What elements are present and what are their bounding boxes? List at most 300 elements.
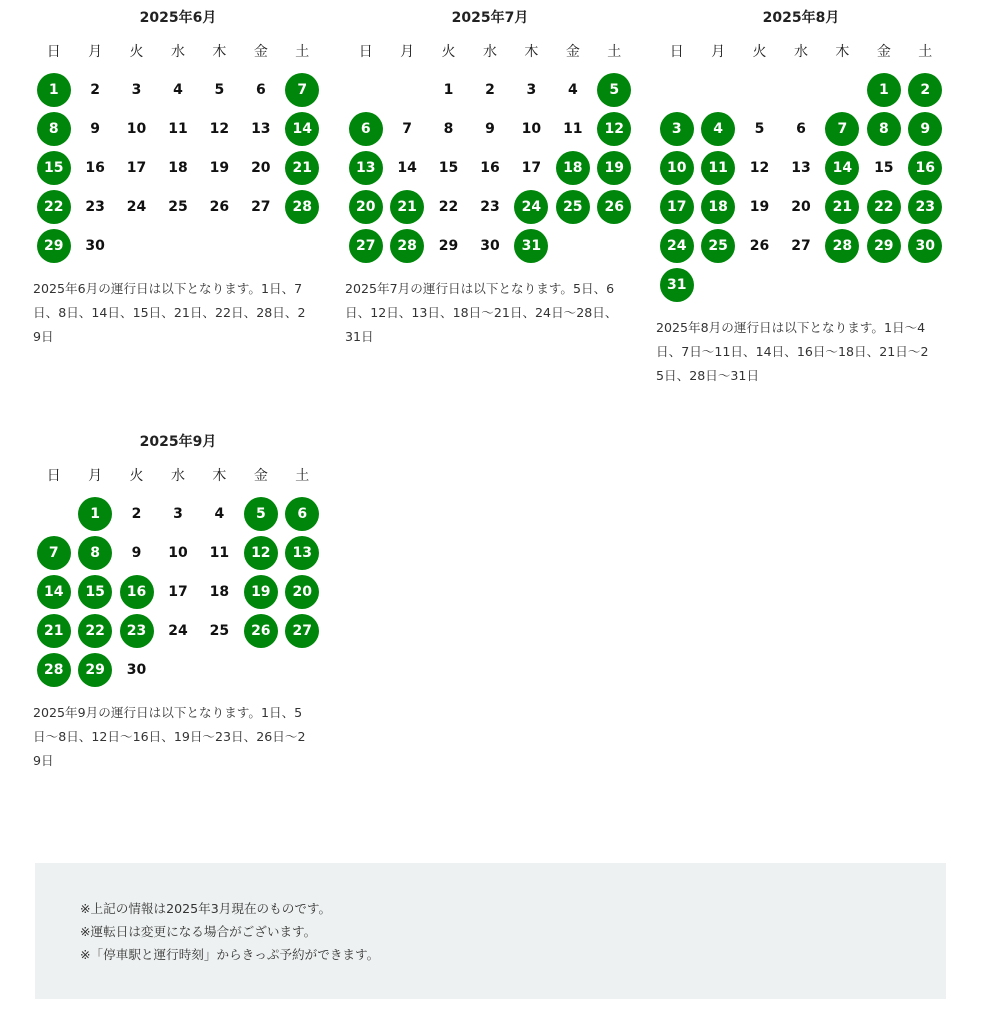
day-number: 4 <box>214 505 225 522</box>
day-number: 29 <box>438 237 459 254</box>
day-number: 27 <box>791 237 811 254</box>
day-number: 13 <box>791 159 811 176</box>
day-cell <box>199 187 240 226</box>
empty-cell <box>33 494 74 533</box>
day-cell <box>33 533 74 572</box>
day-cell <box>469 226 510 265</box>
operating-day: 13 <box>349 151 383 185</box>
day-cell <box>282 187 323 226</box>
day-cell <box>282 70 323 109</box>
day-number: 23 <box>480 198 500 215</box>
day-cell <box>116 611 157 650</box>
day-cell <box>905 226 946 265</box>
day-cell <box>282 611 323 650</box>
day-cell <box>469 70 510 109</box>
day-number: 16 <box>480 159 500 176</box>
weekday-label: 木 <box>524 44 539 60</box>
day-cell <box>511 109 552 148</box>
day-cell <box>240 611 281 650</box>
operating-day: 9 <box>908 112 942 146</box>
day-cell <box>33 650 74 689</box>
operating-day: 1 <box>37 73 71 107</box>
operating-day: 19 <box>597 151 631 185</box>
day-cell <box>282 494 323 533</box>
day-cell <box>428 70 469 109</box>
calendar-title: 2025年6月 <box>139 10 217 26</box>
day-cell <box>552 148 593 187</box>
day-cell <box>863 70 904 109</box>
day-cell <box>74 572 115 611</box>
day-number: 15 <box>438 159 459 176</box>
day-number: 17 <box>126 159 147 176</box>
day-cell <box>199 494 240 533</box>
day-cell <box>33 148 74 187</box>
operating-day: 22 <box>867 190 901 224</box>
weekday-label: 土 <box>295 468 310 484</box>
day-cell <box>282 572 323 611</box>
day-number: 8 <box>443 120 454 137</box>
day-grid <box>345 70 635 265</box>
day-number: 24 <box>126 198 147 215</box>
day-cell <box>199 572 240 611</box>
operating-day: 11 <box>701 151 735 185</box>
day-number: 15 <box>874 159 894 176</box>
operating-day: 14 <box>285 112 319 146</box>
day-cell <box>157 187 198 226</box>
operating-day: 8 <box>37 112 71 146</box>
operating-day: 29 <box>78 653 112 687</box>
day-number: 11 <box>209 544 230 561</box>
day-cell <box>116 148 157 187</box>
day-cell <box>116 109 157 148</box>
day-cell <box>552 109 593 148</box>
day-cell <box>780 148 821 187</box>
day-number: 3 <box>131 81 142 98</box>
day-cell <box>863 226 904 265</box>
day-cell <box>157 494 198 533</box>
day-cell <box>74 109 115 148</box>
day-cell <box>157 572 198 611</box>
day-cell <box>511 187 552 226</box>
day-cell <box>905 70 946 109</box>
weekday-label: 月 <box>400 44 415 60</box>
day-number: 19 <box>749 198 770 215</box>
day-cell <box>780 109 821 148</box>
day-cell <box>822 109 863 148</box>
day-cell <box>240 187 281 226</box>
day-cell <box>552 187 593 226</box>
day-number: 6 <box>255 81 266 98</box>
operating-day: 23 <box>120 614 154 648</box>
day-cell <box>157 148 198 187</box>
empty-cell <box>386 70 427 109</box>
day-number: 14 <box>397 159 417 176</box>
day-cell <box>552 70 593 109</box>
operating-day: 21 <box>825 190 859 224</box>
day-cell <box>511 148 552 187</box>
day-cell <box>428 187 469 226</box>
day-number: 22 <box>438 198 459 215</box>
weekday-label: 木 <box>212 44 227 60</box>
day-cell <box>780 187 821 226</box>
day-grid <box>33 70 323 265</box>
day-cell <box>594 187 635 226</box>
day-number: 10 <box>521 120 542 137</box>
day-number: 9 <box>131 544 142 561</box>
operating-day: 16 <box>908 151 942 185</box>
weekday-label: 木 <box>212 468 227 484</box>
operating-day: 15 <box>78 575 112 609</box>
day-number: 30 <box>85 237 105 254</box>
day-number: 20 <box>791 198 811 215</box>
day-cell <box>428 148 469 187</box>
day-cell <box>511 226 552 265</box>
calendar-june <box>33 0 323 349</box>
day-cell <box>74 533 115 572</box>
day-cell <box>656 226 697 265</box>
weekday-label: 水 <box>170 468 185 484</box>
operating-day: 28 <box>825 229 859 263</box>
day-cell <box>74 70 115 109</box>
operating-day: 14 <box>37 575 71 609</box>
day-number: 16 <box>85 159 105 176</box>
weekday-label: 日 <box>358 44 373 60</box>
day-number: 12 <box>209 120 230 137</box>
day-number: 9 <box>90 120 100 137</box>
day-cell <box>428 226 469 265</box>
day-cell <box>863 187 904 226</box>
calendar-title: 2025年7月 <box>451 10 529 26</box>
operating-day: 18 <box>556 151 590 185</box>
operating-day: 18 <box>701 190 735 224</box>
operating-day: 6 <box>285 497 319 531</box>
operating-days-note: 2025年7月の運行日は以下となります。5日、6日、12日、13日、18日〜21日、24日〜28日、31日 <box>345 281 618 344</box>
day-cell <box>240 70 281 109</box>
operating-day: 7 <box>37 536 71 570</box>
operating-day: 28 <box>37 653 71 687</box>
day-cell <box>697 148 738 187</box>
operating-day: 5 <box>597 73 631 107</box>
operating-day: 4 <box>701 112 735 146</box>
operating-day: 31 <box>660 268 694 302</box>
day-cell <box>780 226 821 265</box>
day-cell <box>199 109 240 148</box>
day-number: 25 <box>168 198 188 215</box>
day-cell <box>863 109 904 148</box>
weekday-label: 木 <box>835 44 850 60</box>
notice-line: ※「停車駅と運行時刻」からきっぷ予約ができます。 <box>80 947 380 962</box>
day-cell <box>33 109 74 148</box>
day-cell <box>739 187 780 226</box>
day-number: 3 <box>526 81 537 98</box>
operating-day: 25 <box>701 229 735 263</box>
day-cell <box>240 533 281 572</box>
calendar-july <box>345 0 635 349</box>
day-cell <box>822 226 863 265</box>
weekday-label: 水 <box>170 44 185 60</box>
weekday-label: 月 <box>88 468 103 484</box>
day-cell <box>282 109 323 148</box>
day-number: 26 <box>749 237 770 254</box>
day-number: 18 <box>168 159 188 176</box>
operating-day: 26 <box>597 190 631 224</box>
weekday-header <box>656 42 946 62</box>
day-cell <box>905 109 946 148</box>
day-cell <box>511 70 552 109</box>
day-cell <box>469 109 510 148</box>
day-number: 25 <box>209 622 230 639</box>
operating-day: 29 <box>867 229 901 263</box>
operating-day: 27 <box>285 614 319 648</box>
day-cell <box>386 109 427 148</box>
day-number: 18 <box>209 583 230 600</box>
day-cell <box>199 70 240 109</box>
day-cell <box>386 226 427 265</box>
day-cell <box>345 187 386 226</box>
weekday-label: 日 <box>46 468 61 484</box>
day-cell <box>33 572 74 611</box>
day-cell <box>594 109 635 148</box>
day-cell <box>428 109 469 148</box>
operating-day: 28 <box>390 229 424 263</box>
day-cell <box>656 265 697 304</box>
weekday-header <box>33 42 323 62</box>
day-cell <box>282 533 323 572</box>
day-cell <box>697 187 738 226</box>
operating-day: 22 <box>37 190 71 224</box>
day-cell <box>74 148 115 187</box>
day-number: 30 <box>480 237 500 254</box>
day-cell <box>74 187 115 226</box>
day-number: 3 <box>173 505 183 522</box>
operating-day: 8 <box>867 112 901 146</box>
operating-days-note: 2025年6月の運行日は以下となります。1日、7日、8日、14日、15日、21日、22日、28日、29日 <box>33 281 306 344</box>
day-number: 4 <box>567 81 578 98</box>
calendar-title: 2025年8月 <box>762 10 840 26</box>
day-cell <box>656 187 697 226</box>
operating-day: 26 <box>244 614 278 648</box>
day-cell <box>157 70 198 109</box>
weekday-label: 火 <box>752 44 767 60</box>
operating-day: 2 <box>908 73 942 107</box>
day-number: 10 <box>168 544 188 561</box>
weekday-label: 土 <box>295 44 310 60</box>
day-number: 24 <box>168 622 188 639</box>
operating-day: 20 <box>349 190 383 224</box>
weekday-label: 月 <box>88 44 103 60</box>
operating-day: 17 <box>660 190 694 224</box>
weekday-label: 火 <box>129 468 144 484</box>
day-cell <box>345 226 386 265</box>
day-cell <box>116 187 157 226</box>
operating-day: 7 <box>825 112 859 146</box>
notice-box <box>35 863 946 999</box>
day-cell <box>386 148 427 187</box>
calendar-august <box>656 0 946 388</box>
day-cell <box>33 226 74 265</box>
day-number: 10 <box>126 120 147 137</box>
day-cell <box>74 226 115 265</box>
day-number: 23 <box>85 198 105 215</box>
operating-day: 28 <box>285 190 319 224</box>
day-cell <box>33 70 74 109</box>
day-cell <box>656 109 697 148</box>
day-cell <box>74 494 115 533</box>
operating-day: 31 <box>514 229 548 263</box>
empty-cell <box>345 70 386 109</box>
empty-cell <box>780 70 821 109</box>
day-cell <box>345 148 386 187</box>
day-cell <box>905 148 946 187</box>
day-cell <box>157 533 198 572</box>
day-cell <box>905 187 946 226</box>
empty-cell <box>739 70 780 109</box>
operating-day: 25 <box>556 190 590 224</box>
operating-day: 23 <box>908 190 942 224</box>
day-number: 5 <box>214 81 225 98</box>
day-cell <box>386 187 427 226</box>
day-cell <box>240 109 281 148</box>
calendar-title: 2025年9月 <box>139 434 217 450</box>
notice-line: ※運転日は変更になる場合がございます。 <box>80 924 317 939</box>
operating-day: 5 <box>244 497 278 531</box>
day-cell <box>157 109 198 148</box>
weekday-label: 土 <box>607 44 622 60</box>
day-cell <box>116 572 157 611</box>
operating-days-note: 2025年9月の運行日は以下となります。1日、5日〜8日、12日〜16日、19日〜23日、26日〜29日 <box>33 705 306 768</box>
operating-day: 15 <box>37 151 71 185</box>
day-cell <box>199 611 240 650</box>
day-number: 20 <box>251 159 271 176</box>
day-cell <box>199 533 240 572</box>
notice-line: ※上記の情報は2025年3月現在のものです。 <box>80 901 332 916</box>
weekday-label: 金 <box>565 44 580 60</box>
weekday-label: 金 <box>253 44 268 60</box>
operating-days-note: 2025年8月の運行日は以下となります。1日〜4日、7日〜11日、14日、16日〜18日、21日〜25日、28日〜31日 <box>656 320 929 383</box>
operating-day: 1 <box>78 497 112 531</box>
operating-day: 6 <box>349 112 383 146</box>
operating-day: 30 <box>908 229 942 263</box>
operating-day: 20 <box>285 575 319 609</box>
day-cell <box>739 148 780 187</box>
day-cell <box>240 494 281 533</box>
day-number: 26 <box>209 198 230 215</box>
day-cell <box>822 187 863 226</box>
day-cell <box>697 226 738 265</box>
weekday-label: 月 <box>711 44 726 60</box>
day-cell <box>157 611 198 650</box>
day-number: 4 <box>173 81 183 98</box>
day-number: 30 <box>126 661 147 678</box>
operating-day: 16 <box>120 575 154 609</box>
day-cell <box>739 226 780 265</box>
day-number: 11 <box>168 120 188 137</box>
day-number: 19 <box>209 159 230 176</box>
day-grid <box>656 70 946 304</box>
day-cell <box>33 611 74 650</box>
operating-day: 24 <box>514 190 548 224</box>
day-number: 2 <box>90 81 100 98</box>
day-cell <box>116 533 157 572</box>
day-cell <box>697 109 738 148</box>
operating-day: 21 <box>37 614 71 648</box>
weekday-label: 火 <box>441 44 456 60</box>
operating-day: 10 <box>660 151 694 185</box>
weekday-label: 金 <box>253 468 268 484</box>
weekday-label: 日 <box>669 44 684 60</box>
calendar-september <box>33 424 323 773</box>
weekday-label: 水 <box>482 44 497 60</box>
day-number: 27 <box>251 198 271 215</box>
day-cell <box>74 650 115 689</box>
operating-day: 19 <box>244 575 278 609</box>
day-cell <box>863 148 904 187</box>
day-cell <box>594 148 635 187</box>
day-cell <box>739 109 780 148</box>
weekday-label: 金 <box>876 44 891 60</box>
day-number: 2 <box>131 505 142 522</box>
day-cell <box>240 148 281 187</box>
empty-cell <box>697 70 738 109</box>
day-cell <box>74 611 115 650</box>
day-number: 5 <box>754 120 765 137</box>
day-cell <box>469 148 510 187</box>
operating-day: 21 <box>390 190 424 224</box>
day-cell <box>345 109 386 148</box>
operating-day: 13 <box>285 536 319 570</box>
operating-day: 27 <box>349 229 383 263</box>
weekday-label: 日 <box>46 44 61 60</box>
weekday-header <box>33 466 323 486</box>
day-cell <box>33 187 74 226</box>
day-number: 13 <box>251 120 271 137</box>
day-cell <box>822 148 863 187</box>
day-cell <box>656 148 697 187</box>
operating-day: 12 <box>244 536 278 570</box>
operating-day: 12 <box>597 112 631 146</box>
day-number: 9 <box>485 120 495 137</box>
weekday-label: 水 <box>793 44 808 60</box>
operating-day: 7 <box>285 73 319 107</box>
operating-day: 1 <box>867 73 901 107</box>
day-number: 12 <box>749 159 770 176</box>
day-cell <box>116 70 157 109</box>
day-number: 6 <box>796 120 806 137</box>
weekday-label: 土 <box>918 44 933 60</box>
day-number: 7 <box>402 120 412 137</box>
operating-day: 3 <box>660 112 694 146</box>
day-number: 11 <box>563 120 583 137</box>
operating-day: 22 <box>78 614 112 648</box>
day-cell <box>594 70 635 109</box>
empty-cell <box>656 70 697 109</box>
operating-day: 14 <box>825 151 859 185</box>
day-cell <box>469 187 510 226</box>
empty-cell <box>822 70 863 109</box>
day-number: 1 <box>443 81 454 98</box>
day-cell <box>240 572 281 611</box>
day-number: 2 <box>485 81 495 98</box>
weekday-label: 火 <box>129 44 144 60</box>
operating-day: 24 <box>660 229 694 263</box>
day-grid <box>33 494 323 689</box>
day-number: 17 <box>168 583 188 600</box>
day-cell <box>199 148 240 187</box>
day-cell <box>116 650 157 689</box>
weekday-header <box>345 42 635 62</box>
operating-day: 21 <box>285 151 319 185</box>
operating-day: 29 <box>37 229 71 263</box>
